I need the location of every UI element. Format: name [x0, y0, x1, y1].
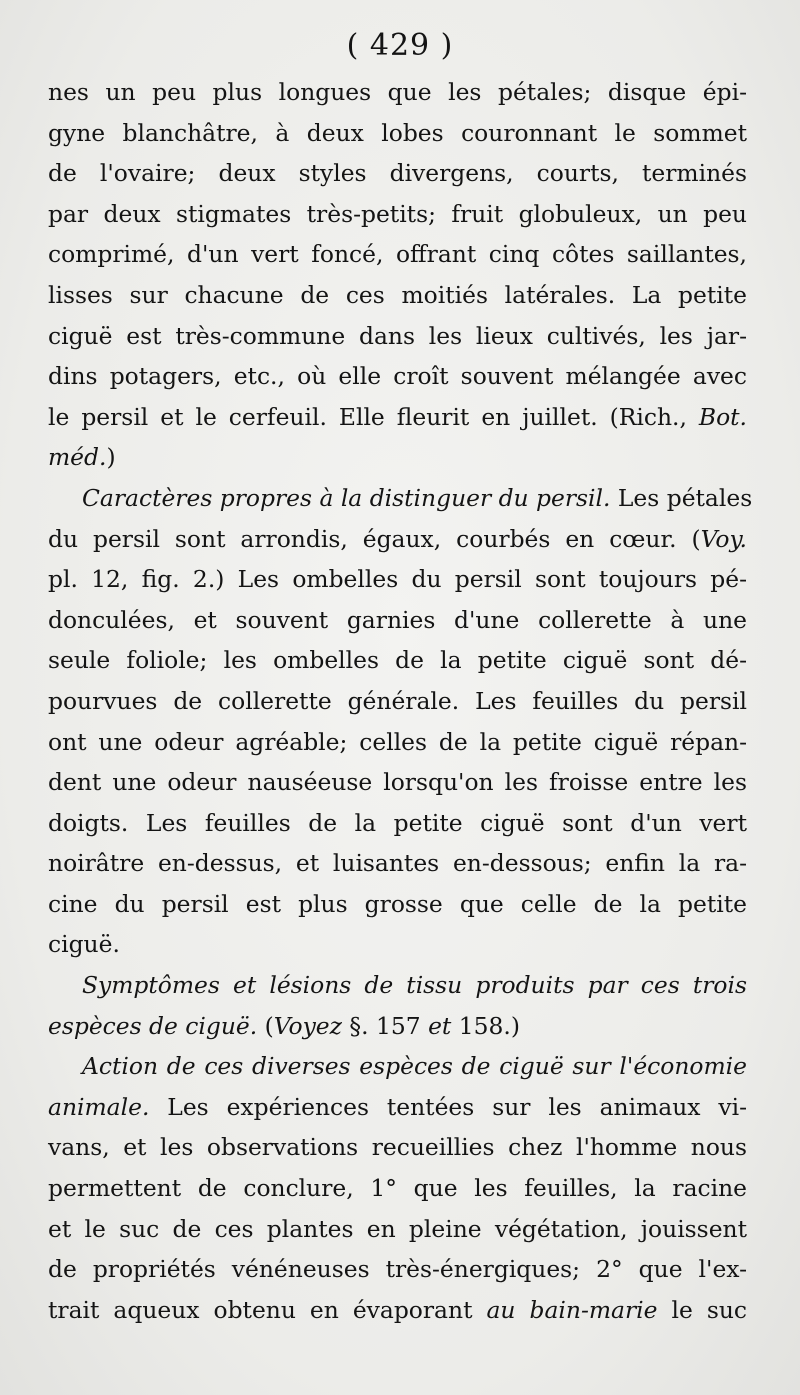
text-segment: Les pétales — [610, 483, 753, 512]
text-line — [48, 113, 747, 154]
text-line — [48, 1006, 747, 1047]
text-segment: trait aqueux obtenu en évaporant — [48, 1295, 487, 1324]
text-segment: Les expériences tentées sur les animaux vi- — [149, 1092, 747, 1121]
text-line — [48, 1209, 747, 1250]
text-line — [48, 234, 747, 275]
text-segment: 158.) — [451, 1011, 520, 1040]
text-segment: par deux stigmates très-petits; fruit globuleux, un peu — [48, 199, 747, 228]
text-line — [48, 1046, 747, 1087]
text-line — [48, 1249, 747, 1290]
text-line — [48, 519, 747, 560]
text-segment: cine du persil est plus grosse que celle de la petite — [48, 889, 747, 918]
text-line — [48, 640, 747, 681]
text-line — [48, 1290, 747, 1331]
text-segment: lisses sur chacune de ces moitiés latérales. La petite — [48, 280, 747, 309]
text-line — [48, 681, 747, 722]
text-line — [48, 1168, 747, 1209]
text-segment: donculées, et souvent garnies d'une collerette à une — [48, 605, 747, 634]
text-segment: §. 157 — [341, 1011, 429, 1040]
text-line — [48, 762, 747, 803]
text-line — [48, 600, 747, 641]
text-line — [48, 316, 747, 357]
italic-text: Bot. — [698, 402, 747, 431]
text-segment: ont une odeur agréable; celles de la petite ciguë répan- — [48, 727, 747, 756]
text-segment: pourvues de collerette générale. Les feuilles du persil — [48, 686, 747, 715]
text-line — [48, 397, 747, 438]
text-line — [48, 884, 747, 925]
text-segment: gyne blanchâtre, à deux lobes couronnant le sommet — [48, 118, 747, 147]
text-line — [48, 559, 747, 600]
text-line — [48, 1087, 747, 1128]
text-line — [48, 965, 747, 1006]
text-segment: dins potagers, etc., où elle croît souvent mélangée avec — [48, 362, 747, 391]
text-segment: de l'ovaire; deux styles divergens, courts, terminés — [48, 159, 747, 188]
text-segment: le suc — [657, 1295, 747, 1324]
text-line — [48, 72, 747, 113]
text-line — [48, 437, 747, 478]
text-line — [48, 356, 747, 397]
text-line — [48, 275, 747, 316]
text-segment: pl. 12, fig. 2.) Les ombelles du persil sont toujours pé- — [48, 565, 747, 594]
text-line — [48, 153, 747, 194]
text-line — [48, 194, 747, 235]
text-segment: vans, et les observations recueillies chez l'homme nous — [48, 1133, 747, 1162]
text-segment: permettent de conclure, 1° que les feuilles, la racine — [48, 1174, 747, 1203]
text-segment: dent une odeur nauséeuse lorsqu'on les froisse entre les — [48, 768, 747, 797]
text-segment: et le suc de ces plantes en pleine végétation, jouissent — [48, 1214, 747, 1243]
text-line — [48, 803, 747, 844]
italic-text: Voy. — [700, 524, 747, 553]
text-segment: ) — [106, 443, 116, 472]
italic-text: Action de ces diverses espèces de ciguë sur l'économie — [82, 1052, 747, 1081]
text-segment: ciguë est très-commune dans les lieux cultivés, les jar- — [48, 321, 747, 350]
italic-text: animale. — [48, 1092, 150, 1121]
text-line — [48, 843, 747, 884]
italic-text: au bain-marie — [486, 1295, 658, 1324]
text-segment: noirâtre en-dessus, et luisantes en-dessous; enfin la ra- — [48, 849, 747, 878]
italic-text: Voyez — [273, 1011, 342, 1040]
text-line — [48, 924, 747, 965]
italic-text: espèces de ciguë. — [48, 1011, 258, 1040]
text-line — [48, 722, 747, 763]
text-segment: ( — [257, 1011, 274, 1040]
text-segment: de propriétés vénéneuses très-énergiques; 2° que l'ex- — [48, 1255, 747, 1284]
body-text — [48, 72, 753, 1330]
text-segment: comprimé, d'un vert foncé, offrant cinq côtes saillantes, — [48, 240, 747, 269]
italic-text: Caractères propres à la distinguer du persil. — [82, 483, 611, 512]
text-line — [48, 478, 753, 519]
text-segment: seule foliole; les ombelles de la petite ciguë sont dé- — [48, 646, 747, 675]
text-segment: doigts. Les feuilles de la petite ciguë sont d'un vert — [48, 808, 747, 837]
text-segment: du persil sont arrondis, égaux, courbés en cœur. ( — [48, 524, 701, 553]
text-segment: le persil et le cerfeuil. Elle fleurit en juillet. (Rich., — [48, 402, 699, 431]
text-segment: nes un peu plus longues que les pétales; disque épi- — [48, 78, 747, 106]
italic-text: Symptômes et lésions de tissu produits par ces trois — [82, 971, 747, 1000]
italic-text: méd. — [48, 443, 107, 472]
text-segment: ciguë. — [48, 930, 120, 959]
italic-text: et — [428, 1011, 452, 1040]
text-line — [48, 1127, 747, 1168]
page-number: ( 429 ) — [346, 28, 454, 63]
